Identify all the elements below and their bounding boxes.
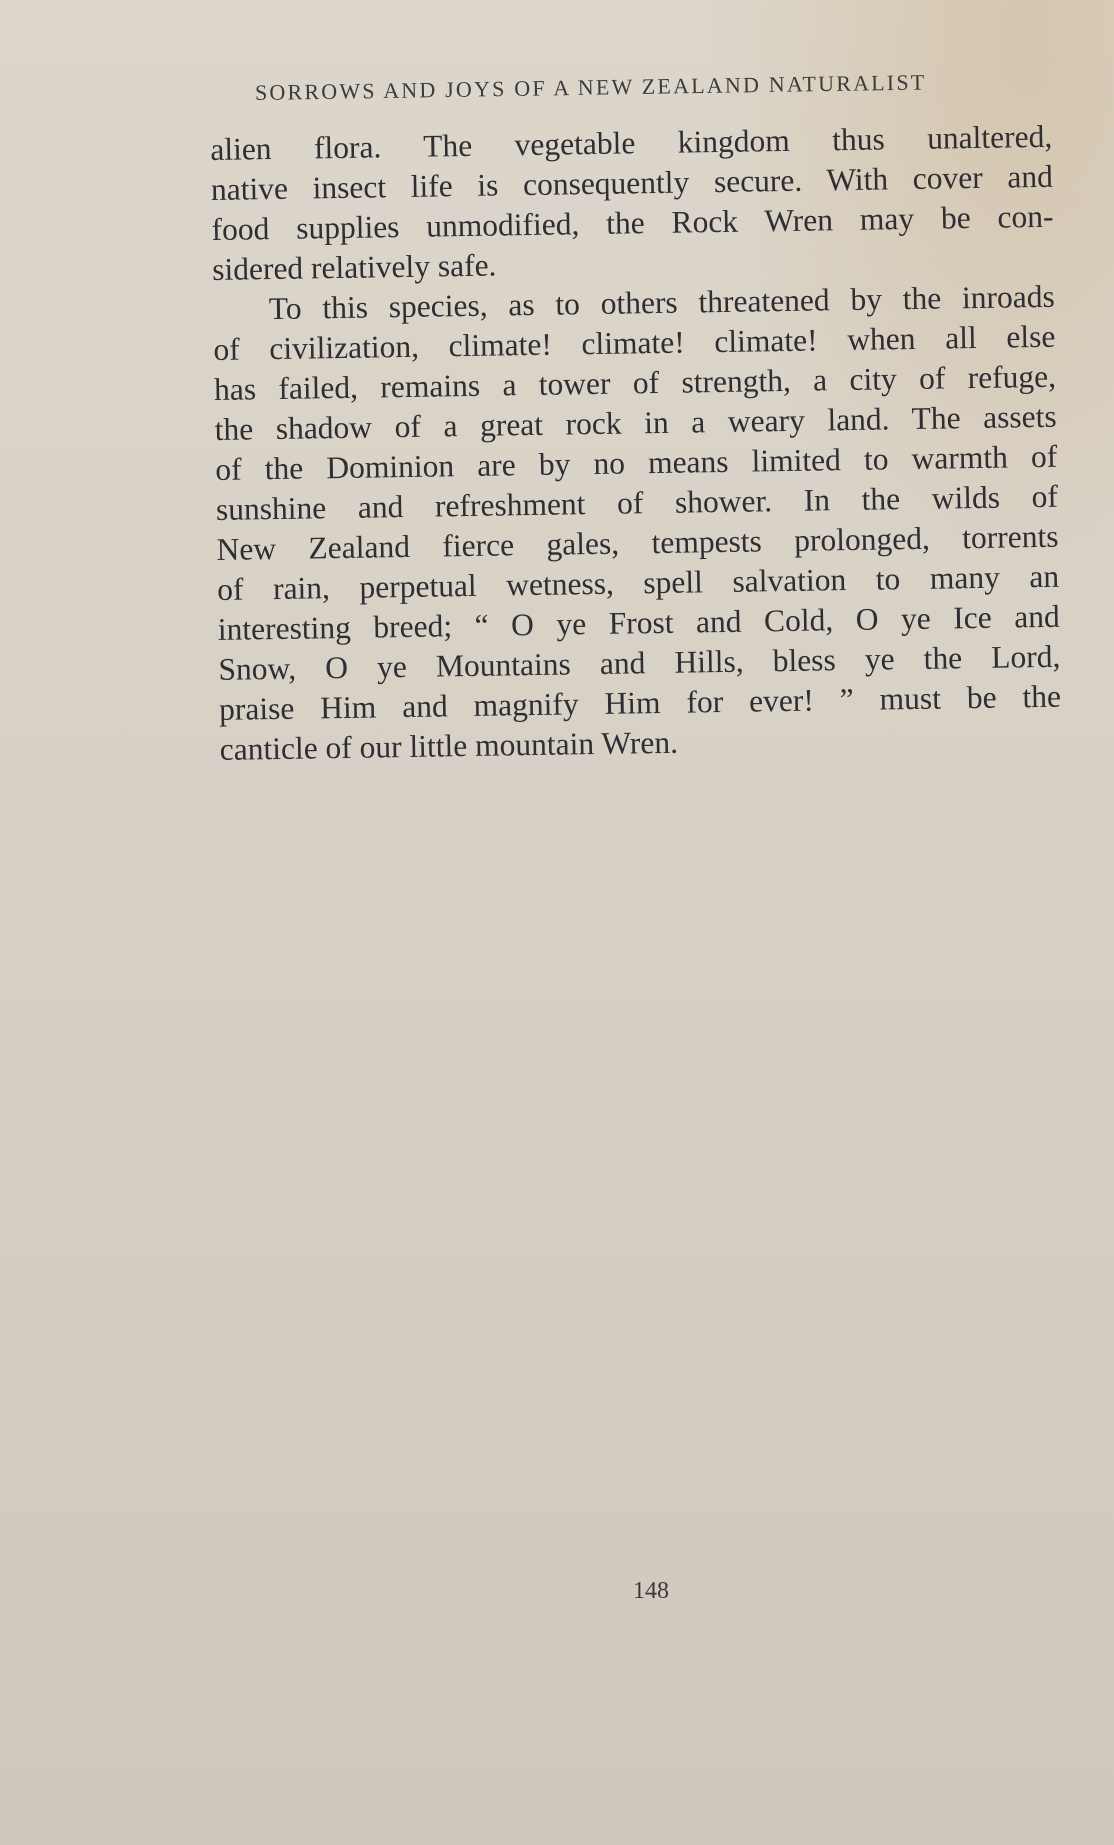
text-line: praise Him and magnify Him for ever! ” must be the: [218, 678, 1062, 727]
text-line: the shadow of a great rock in a weary land. The assets: [214, 398, 1057, 447]
text-line: of rain, perpetual wetness, spell salvation to many an: [216, 558, 1060, 607]
text-line: alien flora. The vegetable kingdom thus unaltered,: [210, 118, 1053, 167]
text-line: has failed, remains a tower of strength, a city of refuge,: [213, 358, 1057, 407]
text-line: native insect life is consequently secure. With cover and: [210, 158, 1054, 207]
text-line: Snow, O ye Mountains and Hills, bless ye the Lord,: [218, 638, 1061, 687]
text-line: sunshine and refreshment of shower. In the wilds of: [215, 478, 1059, 527]
text-line: sidered relatively safe.: [211, 247, 497, 287]
text-line: food supplies unmodified, the Rock Wren may be con-: [211, 198, 1054, 247]
page-number: 148: [633, 1578, 669, 1604]
text-line: of civilization, climate! climate! climate! when all else: [213, 318, 1056, 367]
body-text: [210, 117, 1062, 770]
running-head: SORROWS AND JOYS OF A NEW ZEALAND NATURALIST: [254, 69, 927, 105]
paragraph-first-line: To this species, as to others threatened by the inroads: [268, 278, 1055, 327]
text-line: New Zealand fierce gales, tempests prolonged, torrents: [216, 518, 1059, 567]
text-line: canticle of our little mountain Wren.: [219, 724, 679, 767]
text-line: of the Dominion are by no means limited to warmth of: [215, 438, 1058, 487]
text-line: interesting breed; “ O ye Frost and Cold, O ye Ice and: [217, 598, 1061, 647]
